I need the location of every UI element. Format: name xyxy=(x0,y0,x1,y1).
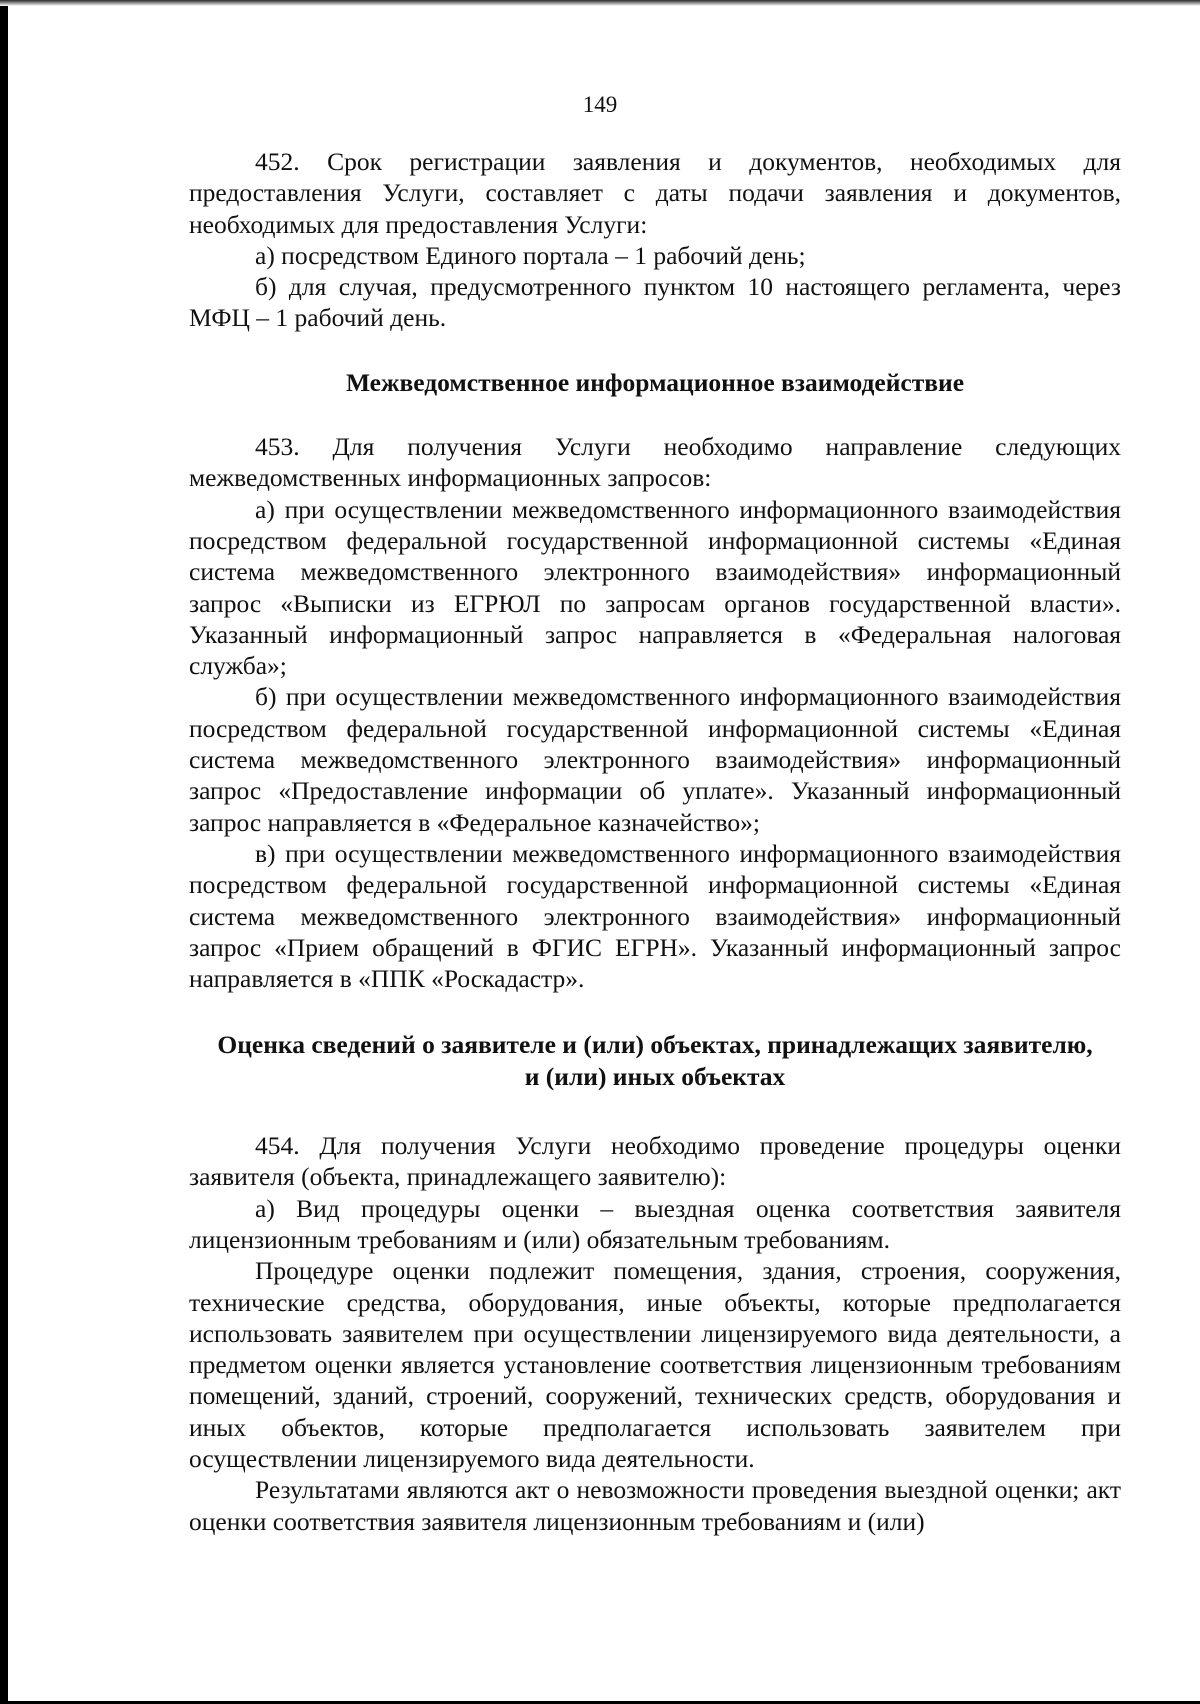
page-number: 149 xyxy=(582,92,618,117)
paragraph-454-results: Результатами являются акт о невозможности проведения выездной оценки; акт оценки соответствия заявителя лицензионным требованиям и (или) xyxy=(189,1475,1121,1536)
paragraph-453-b: б) при осуществлении межведомственного информационного взаимодействия посредством федеральной государственной информационной системы «Единая система межведомственного электронного взаимодействия» информационный запрос «Предоставление информации об уплате». Указанный информационный запрос направляется в «Федеральное казначейство»; xyxy=(189,682,1121,837)
paragraph-452-a: а) посредством Единого портала – 1 рабочий день; xyxy=(255,240,806,270)
section-heading-interagency: Межведомственное информационное взаимодействие xyxy=(345,367,965,397)
paragraph-452-intro: 452. Срок регистрации заявления и документов, необходимых для предоставления Услуги, составляет с даты подачи заявления и документов, необходимых для предоставления Услуги: xyxy=(189,147,1121,239)
section-heading-assessment xyxy=(189,1029,1121,1092)
section-heading-assessment-line1: Оценка сведений о заявителе и (или) объектах, принадлежащих заявителю, xyxy=(217,1030,1093,1060)
paragraph-454-objects: Процедуре оценки подлежит помещения, здания, строения, сооружения, технические средства, оборудования, иные объекты, которые предполагается использовать заявителем при осуществлении лицензируемого вида деятельности, а предметом оценки является установление соответствия лицензионным требованиям помещений, зданий, строений, сооружений, технических средств, оборудования и иных объектов, которые предполагается использовать заявителем при осуществлении лицензируемого вида деятельности. xyxy=(189,1256,1121,1473)
document-body xyxy=(189,146,1121,1537)
section-heading-assessment-line2: и (или) иных объектах xyxy=(524,1061,786,1091)
paragraph-453-c: в) при осуществлении межведомственного информационного взаимодействия посредством федеральной государственной информационной системы «Единая система межведомственного электронного взаимодействия» информационный запрос «Прием обращений в ФГИС ЕГРН». Указанный информационный запрос направляется в «ППК «Роскадастр». xyxy=(189,838,1121,994)
paragraph-453-a: а) при осуществлении межведомственного информационного взаимодействия посредством федеральной государственной информационной системы «Единая система межведомственного электронного взаимодействия» информационный запрос «Выписки из ЕГРЮЛ по запросам органов государственной власти». Указанный информационный запрос направляется в «Федеральная налоговая служба»; xyxy=(189,494,1121,681)
scan-border-left xyxy=(0,0,8,1704)
scan-border-top xyxy=(0,0,1200,6)
paragraph-452-b: б) для случая, предусмотренного пунктом 10 настоящего регламента, через МФЦ – 1 рабочий день. xyxy=(189,272,1121,333)
paragraph-454-a: а) Вид процедуры оценки – выездная оценка соответствия заявителя лицензионным требованиям и (или) обязательным требованиям. xyxy=(189,1193,1121,1254)
paragraph-454-intro: 454. Для получения Услуги необходимо проведение процедуры оценки заявителя (объекта, принадлежащего заявителю): xyxy=(189,1131,1121,1192)
paragraph-453-intro: 453. Для получения Услуги необходимо направление следующих межведомственных информационных запросов: xyxy=(189,432,1121,493)
